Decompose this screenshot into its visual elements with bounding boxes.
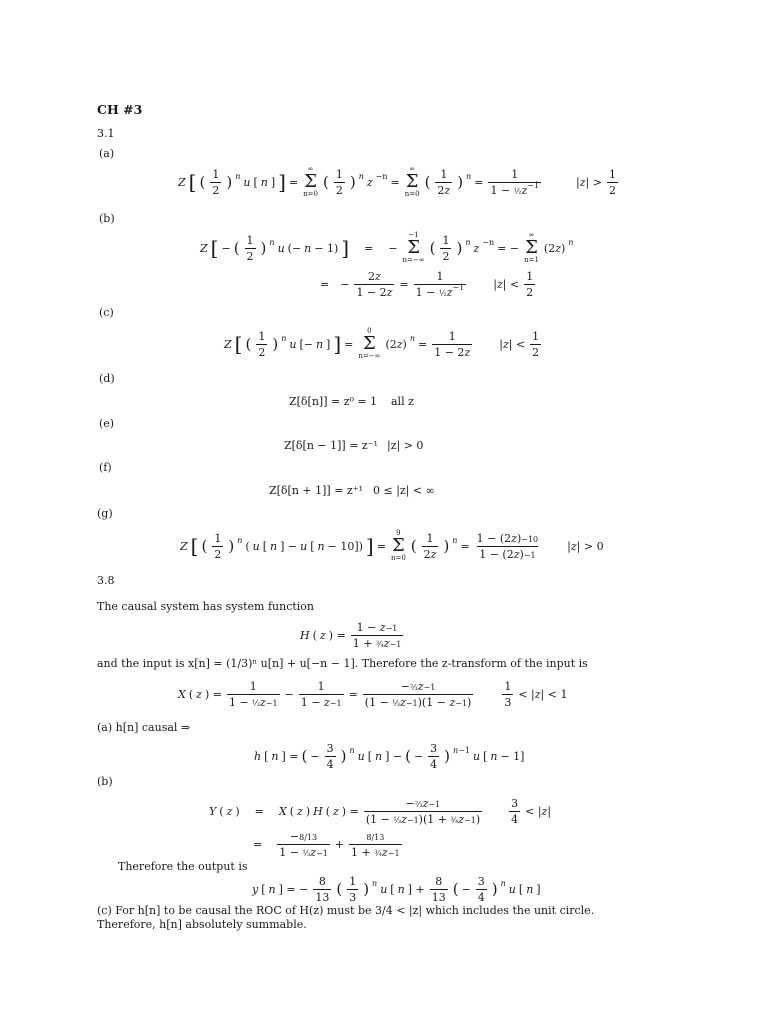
part-a-38: (a) h[n] causal ⇒ <box>97 721 191 734</box>
equation-a: Z [ ( 1 2 ) n u [ n ] ] = ∞ Σ n=0 ( 1 2 ) n z −n = ∞ Σ n=0 ( 1 2z ) n = $\frac{1}{1 - \frac{1}{2}z^{-1}}$ |z| > 1 2 <box>178 165 616 198</box>
part-label-g: (g) <box>97 507 113 520</box>
part-label-e: (e) <box>99 417 115 430</box>
text-output: Therefore the output is <box>118 860 248 873</box>
equation-b-line1: Z [ − ( 1 2 ) n u (− n − 1) ] = − −1 Σ n=−∞ ( 1 2 ) n z −n = − ∞ Σ n=1 (2z) n <box>200 231 574 264</box>
part-b-38: (b) <box>97 775 113 788</box>
section-number-38: 3.8 <box>97 574 115 587</box>
equation-Yz-line1: Y ( z ) = X ( z ) H ( z ) = −⅔z−1 (1 − ⅓z−1)(1 + ¾z−1) 3 4 < |z| <box>209 797 552 826</box>
equation-Yz-line2: = $\frac{-8/13}{\text{1 − ⅓z−1}}$ + $\frac{8/13}{\text{1 + ¾z−1}}$ <box>253 830 400 859</box>
equation-e: Z[δ[n − 1]] = z⁻¹ <box>284 439 378 452</box>
part-label-c: (c) <box>99 306 114 319</box>
equation-hn: h [ n ] = ( − 3 4 ) n u [ n ] − ( − 3 4 ) n−1 u [ n − 1] <box>254 742 525 771</box>
part-label-f: (f) <box>99 461 112 474</box>
text-part-c-38: (c) For h[n] to be causal the ROC of H(z) must be 3/4 < |z| which includes the unit circle. Therefore, h[n] absolutely summable. <box>97 904 595 931</box>
equation-f: Z[δ[n + 1]] = z⁺¹ <box>269 484 363 497</box>
equation-d-roc: all z <box>391 395 414 408</box>
equation-Hz: H ( z ) = 1 − z−1 1 + ¾z−1 <box>300 621 402 650</box>
equation-c: Z [ ( 1 2 ) n u [− n ] ] = 0 Σ n=−∞ (2z) n = $\frac{1}{1 - 2z}$ |z| < 1 2 <box>224 327 540 360</box>
part-label-b: (b) <box>99 212 115 225</box>
equation-e-roc: |z| > 0 <box>387 439 424 452</box>
equation-g: Z [ ( 1 2 ) n ( u [ n ] − u [ n − 10]) ] = 9 Σ n=0 ( 1 2z ) n = $\frac{1 - (2z)-10}{1 - (2z)-1}$ |z| > 0 <box>180 529 604 562</box>
equation-Xz: X ( z ) = 1 1 − ⅓z−1 − $\frac{1}{1 - z-1}$ = $\frac{\text{−⅔z−1}}{\text{(1 − ⅓z−1)(1 − z−1)}}$ 1 3 < |z| < 1 <box>178 680 568 709</box>
text-input: and the input is x[n] = (1/3)ⁿ u[n] + u[−n − 1]. Therefore the z-transform of the input is <box>97 657 588 670</box>
text-causal-system: The causal system has system function <box>97 600 315 613</box>
equation-f-roc: 0 ≤ |z| < ∞ <box>373 484 435 497</box>
part-label-d: (d) <box>99 372 115 385</box>
equation-b-line2: = − $\frac{2z}{1 - 2z}$ = $\frac{1}{1 - \frac{1}{2}z^{-1}}$ |z| < 1 2 <box>320 270 534 299</box>
chapter-heading: CH #3 <box>97 102 143 117</box>
part-label-a: (a) <box>99 147 115 160</box>
equation-d: Z[δ[n]] = z⁰ = 1 <box>289 395 378 408</box>
section-number: 3.1 <box>97 127 115 140</box>
equation-yn: y [ n ] = − 8 13 ( 1 3 ) n u [ n ] + 8 13 ( − 3 4 ) n u [ n ] <box>252 875 541 904</box>
